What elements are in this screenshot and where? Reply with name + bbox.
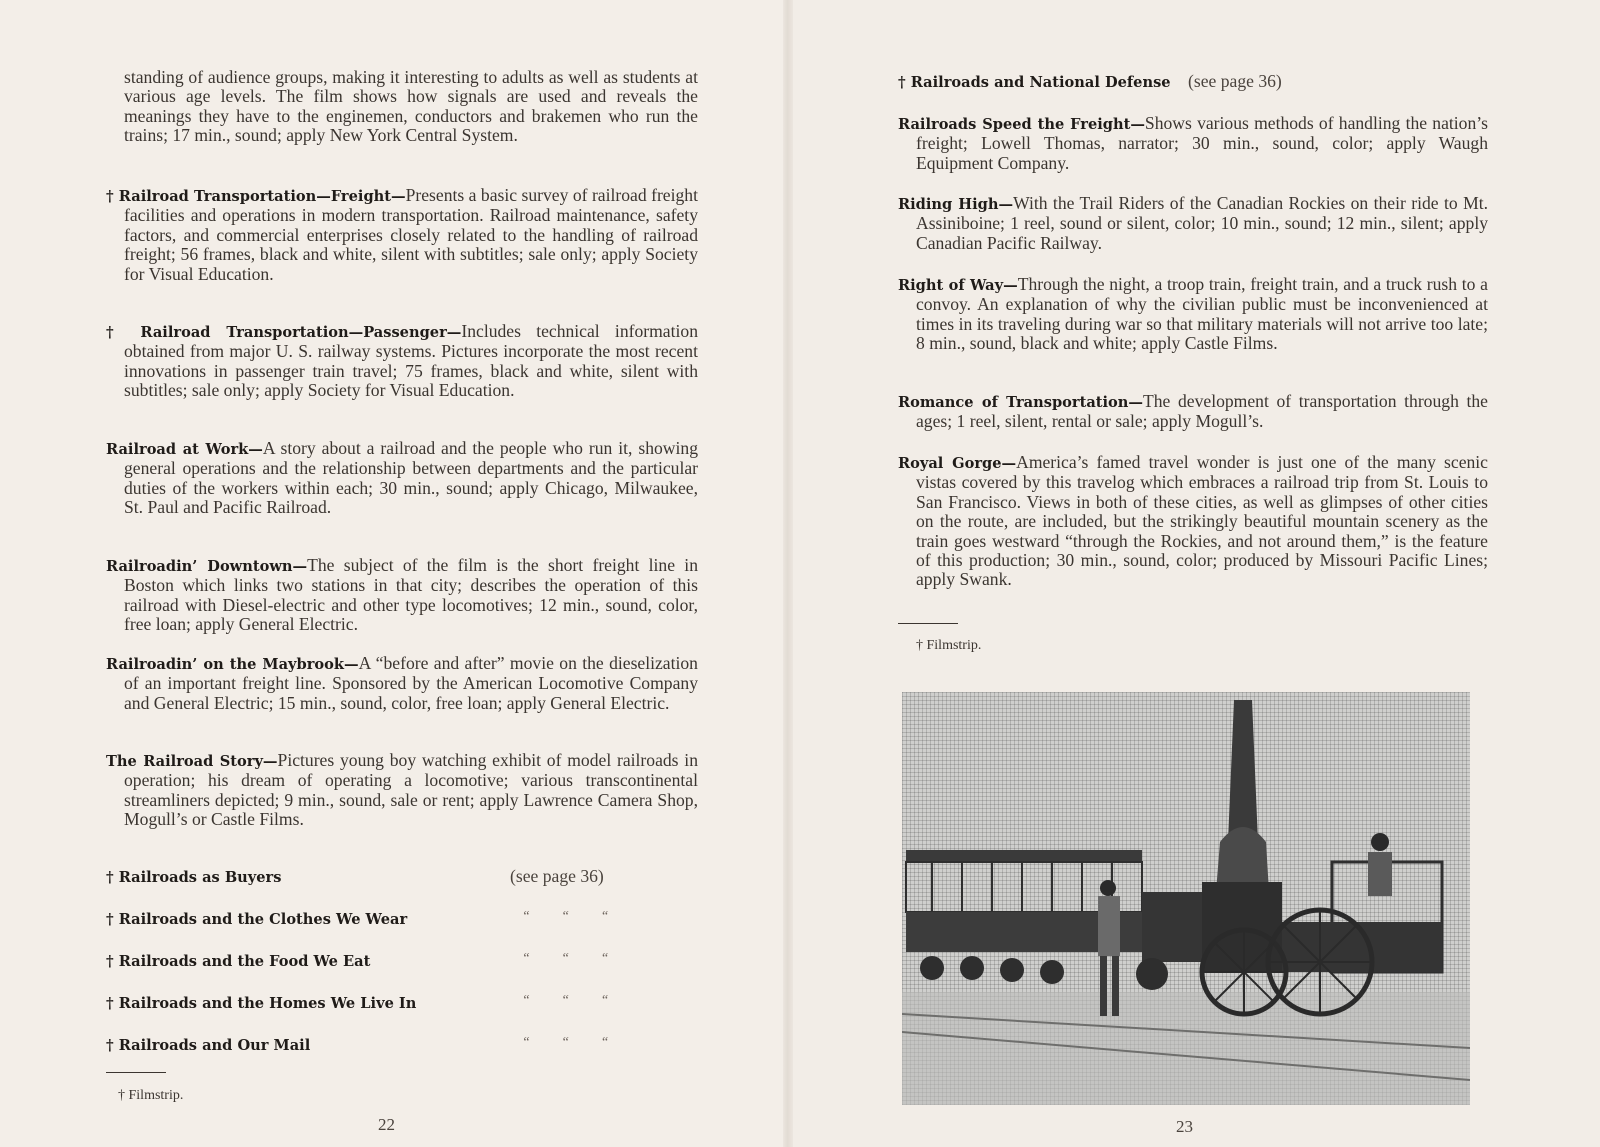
entry-royal-gorge: Royal Gorge—America’s famed travel wonder is just one of the many scenic vistas covered by this travelog which embraces a railroad trip from St. Louis to San Francisco. Views in both of these cities, as well as glimpses of other cities on the route, are included, but the strikingly beautiful mountain scenery as the train goes westward “through the Rockies, and not around them,” is the feature of this production; 30 min., sound, color; produced by Missouri Pacific Lines; apply Swank. [898, 452, 1488, 590]
locomotive-illustration [902, 692, 1470, 1105]
entry-railroadin-downtown: Railroadin’ Downtown—The subject of the film is the short freight line in Boston which links two stations in that city; describes the operation of this railroad with Diesel-electric and other type locomotives; 12 min., sound, color, free loan; apply General Electric. [106, 555, 698, 635]
see-list-item: † Railroads and the Clothes We Wear [106, 911, 408, 928]
entry-riding-high: Riding High—With the Trail Riders of the Canadian Rockies on their ride to Mt. Assiniboine; 1 reel, sound or silent, color; 10 min., sound; 12 min., silent; apply Canadian Pacific Railway. [898, 193, 1489, 253]
ditto-marks: “ “ “ [522, 993, 609, 1008]
footnote-rule [898, 623, 958, 624]
entry-romance-of-transportation: Romance of Transportation—The development of transportation through the ages; 1 reel, silent, rental or sale; apply Mogull’s. [898, 391, 1488, 432]
entry-railroads-speed-freight: Railroads Speed the Freight—Shows various methods of handling the nation’s freight; Lowell Thomas, narrator; 30 min., sound, color; apply Waugh Equipment Company. [898, 113, 1488, 173]
page-number: 23 [1176, 1117, 1193, 1136]
ditto-marks: “ “ “ [522, 951, 609, 966]
ditto-marks: “ “ “ [522, 1035, 609, 1050]
see-page-ref: (see page 36) [1188, 71, 1282, 91]
footnote-rule [106, 1072, 166, 1073]
see-list-item: † Railroads and the Food We Eat [106, 953, 371, 970]
footnote: † Filmstrip. [916, 638, 982, 653]
entry-railroad-story: The Railroad Story—Pictures young boy watching exhibit of model railroads in operation; his dream of operating a locomotive; various transcontinental streamliners depicted; 9 min., sound, sale or rent; apply Lawrence Camera Shop, Mogull’s or Castle Films. [106, 750, 698, 830]
ditto-marks: “ “ “ [522, 909, 609, 924]
see-list-item: † Railroads and the Homes We Live In [106, 995, 417, 1012]
entry-railroad-at-work: Railroad at Work—A story about a railroad and the people who run it, showing general operations and the relationship between departments and the particular duties of the workers within each; 30 min., sound; apply Chicago, Milwaukee, St. Paul and Pacific Railroad. [106, 438, 698, 518]
entry-railroadin-maybrook: Railroadin’ on the Maybrook—A “before and after” movie on the dieselization of an important freight line. Sponsored by the American Locomotive Company and General Electric; 15 min., sound, color, free loan; apply General Electric. [106, 653, 698, 713]
footnote: † Filmstrip. [118, 1088, 184, 1103]
see-list-item: † Railroads and Our Mail [106, 1037, 311, 1054]
locomotive-photo [902, 692, 1470, 1105]
page-number: 22 [378, 1115, 395, 1134]
see-page-ref: (see page 36) [510, 866, 604, 886]
see-list-item: † Railroads as Buyers [106, 869, 282, 886]
continuation-paragraph: standing of audience groups, making it interesting to adults as well as students at various age levels. The film shows how signals are used and reveals the meanings they have to the enginemen, conductors and brakemen who run the trains; 17 min., sound; apply New York Central System. [124, 67, 698, 146]
entry-railroad-transportation-freight: † Railroad Transportation—Freight—Presents a basic survey of railroad freight facilities and operations in modern transportation. Railroad maintenance, safety factors, and commercial enterprises closely related to the handling of railroad freight; 56 frames, black and white, silent with subtitles; sale only; apply Society for Visual Education. [106, 185, 698, 284]
book-spine [783, 0, 793, 1147]
entry-right-of-way: Right of Way—Through the night, a troop train, freight train, and a truck rush to a convoy. An explanation of why the civilian public must be inconvenienced at times in its traveling during war so that military materials will not arrive too late; 8 min., sound, black and white; apply Castle Films. [898, 274, 1488, 354]
entry-railroads-national-defense: † Railroads and National Defense [898, 74, 1171, 91]
entry-railroad-transportation-passenger: † Railroad Transportation—Passenger—Includes technical information obtained from major U. S. railway systems. Pictures incorporate the most recent innovations in passenger train travel; 75 frames, black and white, silent with subtitles; sale only; apply Society for Visual Education. [106, 321, 698, 401]
